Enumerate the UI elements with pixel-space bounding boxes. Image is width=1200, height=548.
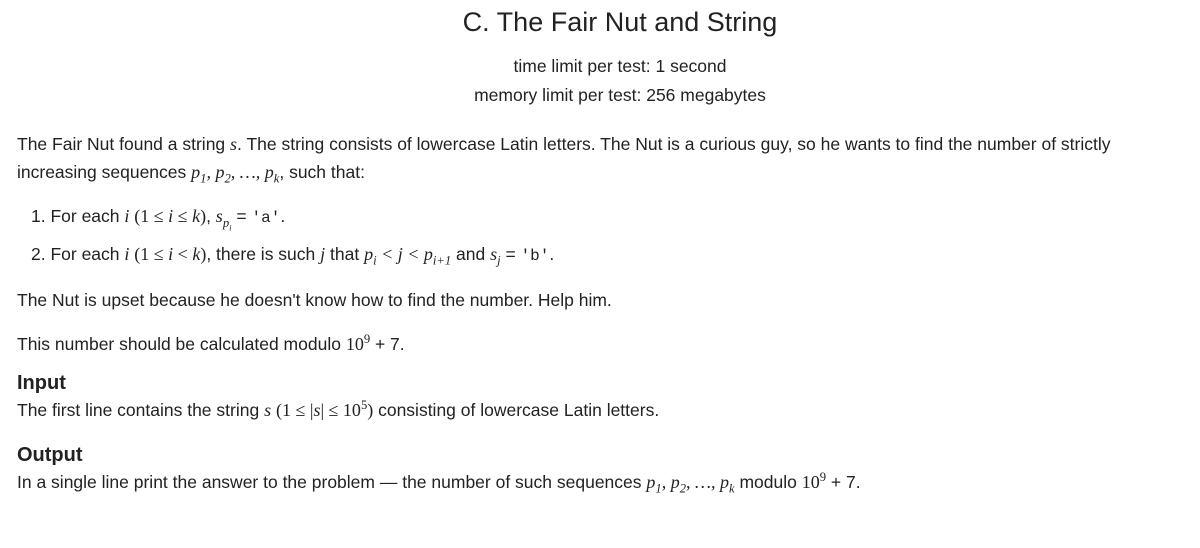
input-text-a: The first line contains the string [17,400,265,420]
math-i-2: i [124,244,130,264]
output-text-b: modulo [734,472,802,492]
conditions-list [17,198,1187,274]
output-heading: Output [17,444,83,466]
math-sequence: $p_1$, $p_2$, …, $p_k$ [191,162,280,186]
output-text-a: In a single line print the answer to the problem — the number of such sequences [17,472,647,492]
condition-2-text-d: and [451,244,491,264]
math-range-1: (1 ≤ i ≤ k) [134,206,207,226]
problem-header [0,4,1200,110]
condition-1-text-a: 1. For each [31,206,125,226]
math-s: s [230,134,238,154]
condition-2-text-a: 2. For each [31,244,125,264]
code-b: 'b' [520,247,550,265]
condition-1-text-b: , [206,206,216,226]
condition-2: 2. For each i (1 ≤ i < k), there is such j that $p_i < j < p_{i+1}$ and $s_j$ = 'b'. [31,244,555,268]
condition-1: 1. For each i (1 ≤ i ≤ k), $s_{p_i}$ = 'a'. [31,206,286,233]
intro-text-1: The Fair Nut found a string [17,134,231,154]
problem-statement [17,130,1187,496]
memory-limit: memory limit per test: 256 megabytes [474,85,766,105]
input-text [17,396,1187,424]
modulo-text-b: + 7. [370,334,405,354]
math-s-j: $s_j$ [490,244,501,268]
statement-modulo [17,330,1187,358]
condition-2-text-b: , there is such [206,244,321,264]
math-ineq: $p_i < j < p_{i+1}$ [364,244,452,268]
math-s-pi: $s_{p_i}$ [215,206,232,233]
input-heading: Input [17,372,66,394]
math-length: $(1 \le |s| \le 10^5)$ [275,398,374,420]
math-i: i [124,206,130,226]
intro-text-2: . The string consists of lowercase Latin letters. The Nut is a curious guy, so he wants to find the number of strictly increasing sequences [17,134,1111,182]
output-text [17,468,1187,496]
math-j: j [320,244,326,264]
math-range-2: (1 ≤ i < k) [134,244,207,264]
math-s-input: s [264,400,272,420]
problem-title: C. The Fair Nut and String [462,7,778,37]
input-text-b: consisting of lowercase Latin letters. [373,400,660,420]
math-ten-nine: $10^9$ [345,332,371,354]
statement-intro [17,130,1187,186]
modulo-text-a: This number should be calculated modulo [17,334,346,354]
condition-2-text-e: = [500,244,521,264]
statement-upset: The Nut is upset because he doesn't know how to find the number. Help him. [17,290,612,310]
time-limit: time limit per test: 1 second [513,56,727,76]
intro-text-3: , such that: [279,162,365,182]
math-ten-nine-out: $10^9$ [801,470,827,492]
output-text-c: + 7. [826,472,861,492]
math-sequence-out: $p_1$, $p_2$, …, $p_k$ [646,472,735,496]
code-a: 'a' [251,209,281,227]
condition-2-text-c: that [325,244,365,264]
condition-1-text-c: = [231,206,252,226]
